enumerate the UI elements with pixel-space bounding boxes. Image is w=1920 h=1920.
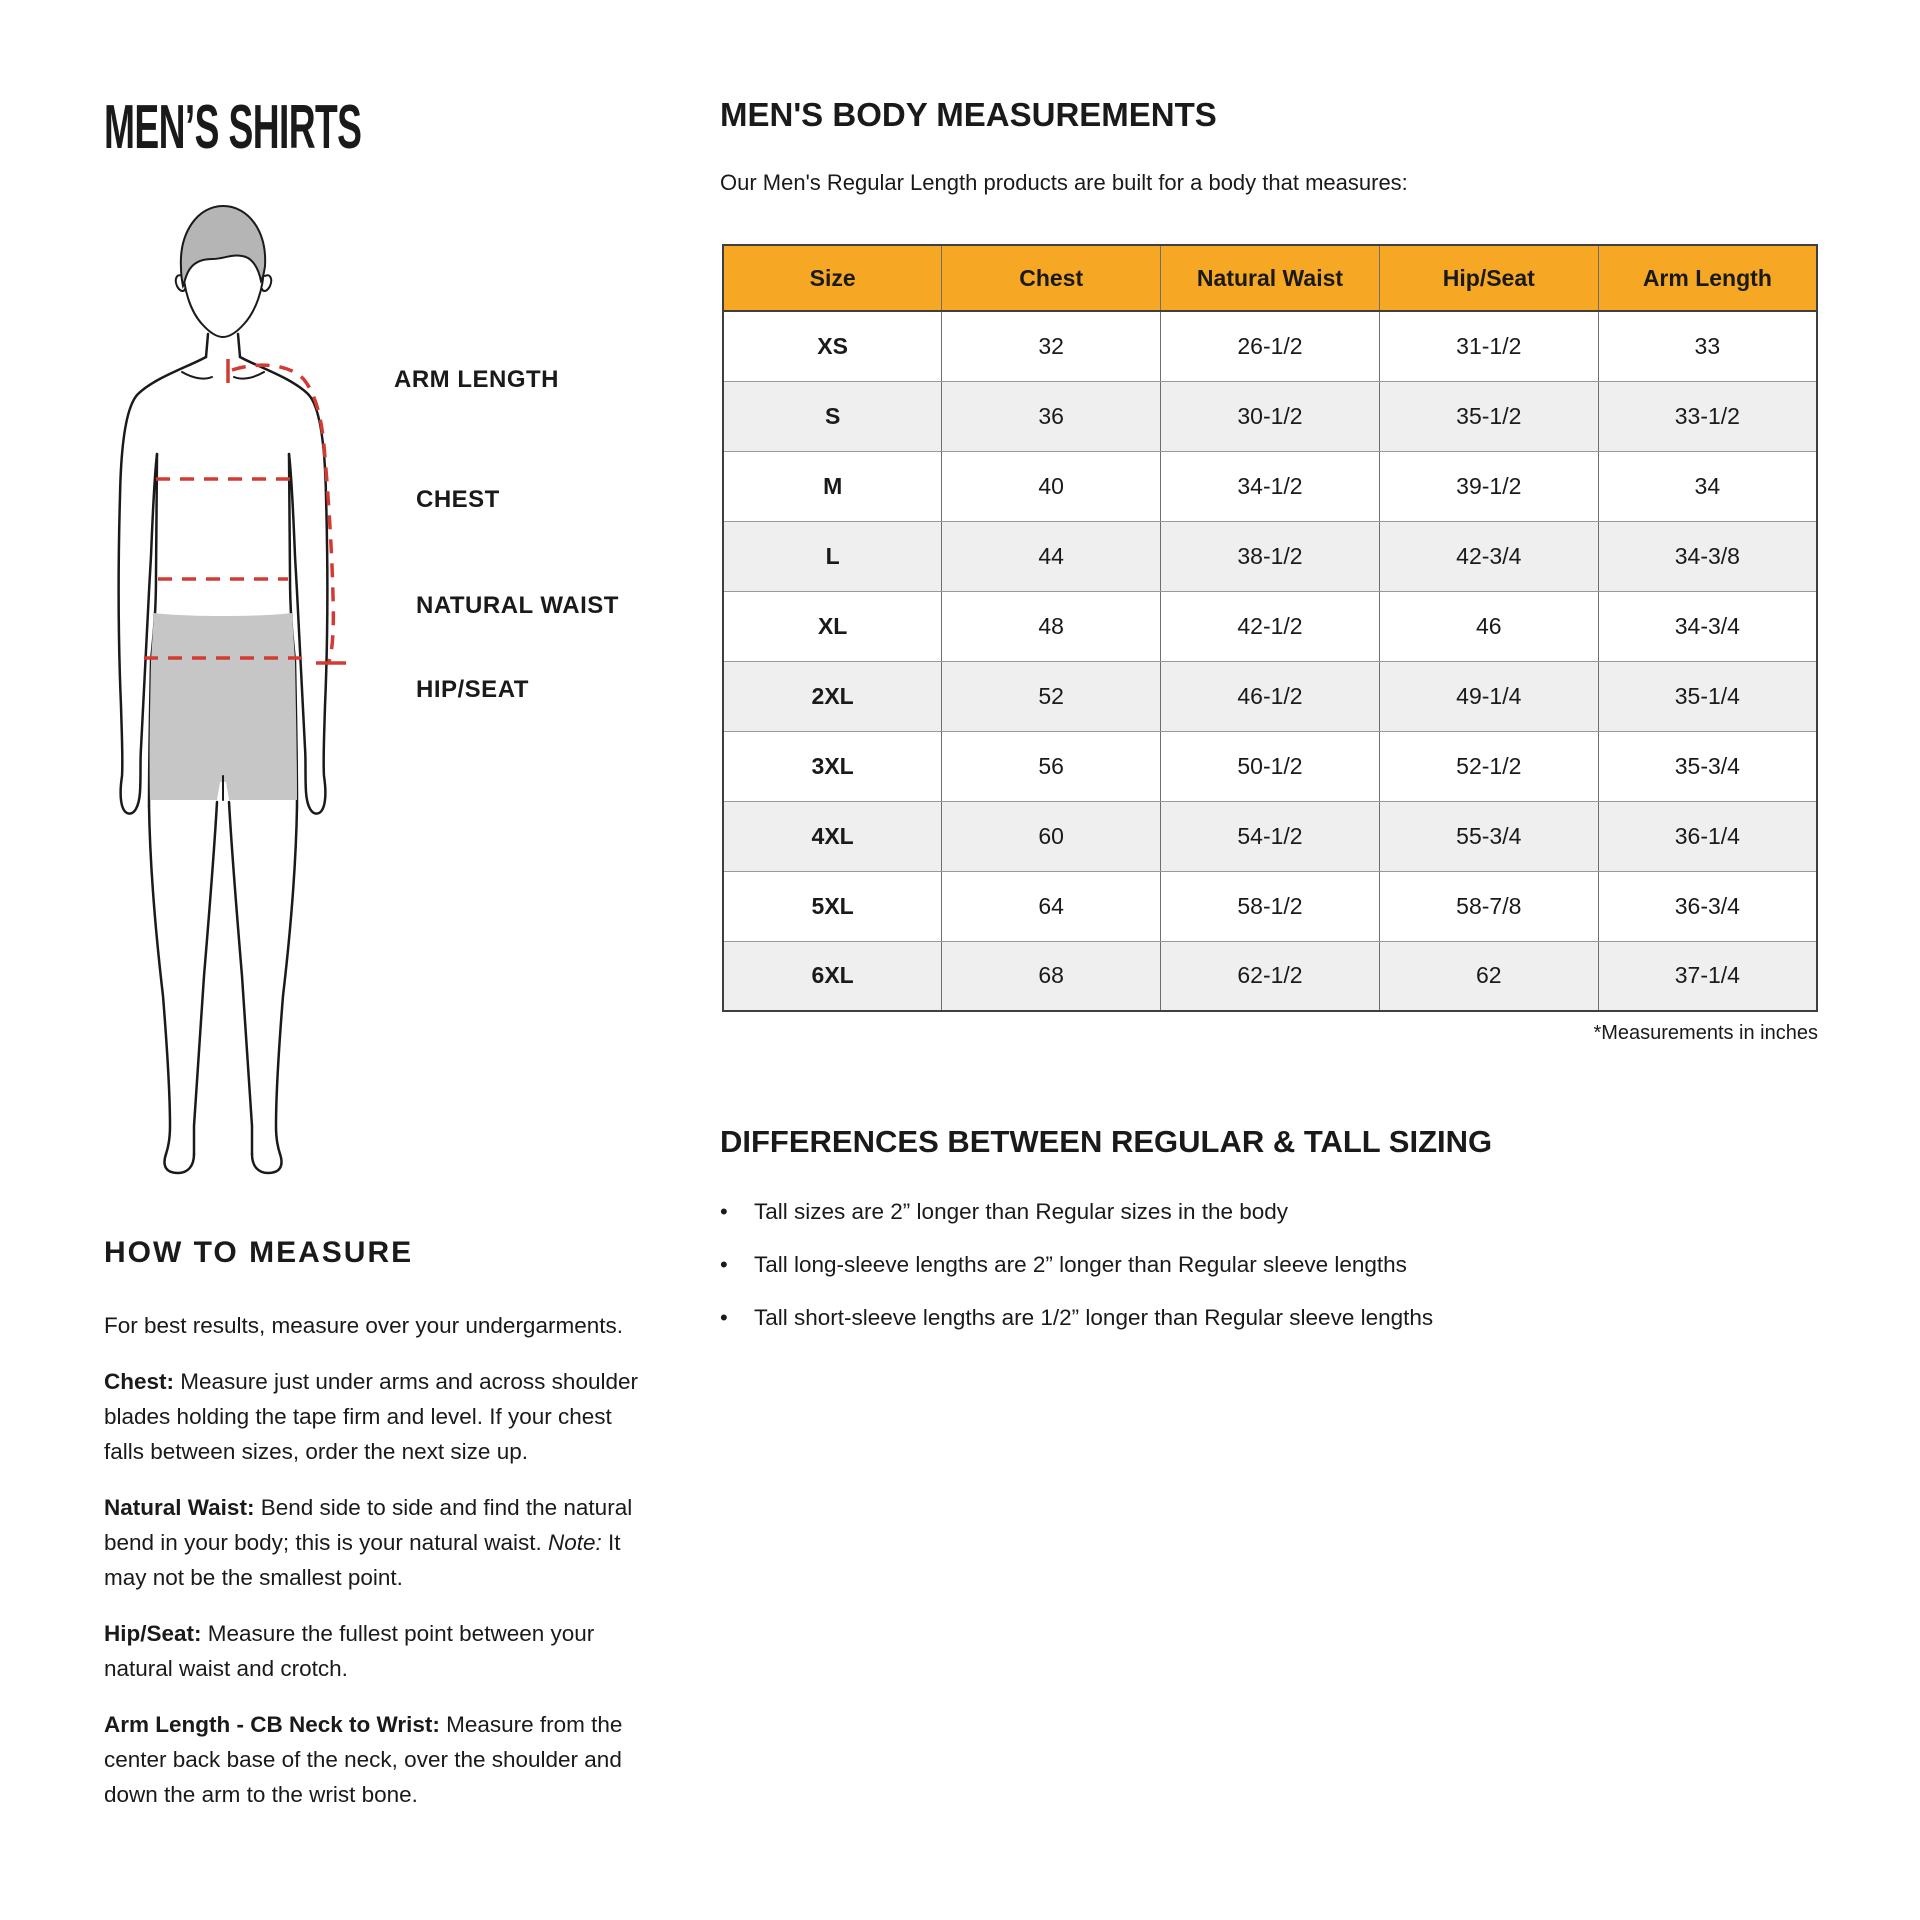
neck xyxy=(238,334,240,357)
instruction-text-italic: Note: xyxy=(547,1530,609,1555)
instruction-text-plain: Bend side to side and find the natural bend in your body; this is your natural waist. xyxy=(104,1495,633,1555)
measurement-value-cell: 52-1/2 xyxy=(1379,731,1598,801)
regular-tall-differences-section xyxy=(720,1124,1840,1357)
measurement-value-cell: 34-3/4 xyxy=(1598,591,1817,661)
measurement-value-cell: 55-3/4 xyxy=(1379,801,1598,871)
bullet-marker: • xyxy=(720,1305,728,1330)
measurement-value-cell: 34 xyxy=(1598,451,1817,521)
column-header-chest: Chest xyxy=(942,245,1161,311)
bullet-marker: • xyxy=(720,1252,728,1277)
size-cell: 4XL xyxy=(723,801,942,871)
measurement-value-cell: 52 xyxy=(942,661,1161,731)
size-cell: XL xyxy=(723,591,942,661)
collarbone xyxy=(234,372,264,379)
how-to-measure-instructions xyxy=(104,1308,649,1812)
measurement-value-cell: 38-1/2 xyxy=(1161,521,1380,591)
body-measurements-intro: Our Men's Regular Length products are built for a body that measures: xyxy=(720,170,1408,195)
size-row-2xl xyxy=(723,661,1817,731)
differences-list xyxy=(720,1198,1840,1332)
measurement-value-cell: 58-1/2 xyxy=(1161,871,1380,941)
column-header-hip-seat: Hip/Seat xyxy=(1379,245,1598,311)
size-cell: 3XL xyxy=(723,731,942,801)
measure-instruction-paragraph xyxy=(104,1364,649,1469)
column-header-arm-length: Arm Length xyxy=(1598,245,1817,311)
size-table-body xyxy=(723,311,1817,1011)
body-figure-illustration xyxy=(106,196,378,1188)
measurement-value-cell: 30-1/2 xyxy=(1161,381,1380,451)
bullet-text: Tall long-sleeve lengths are 2” longer than Regular sleeve lengths xyxy=(754,1252,1407,1277)
measurement-value-cell: 42-3/4 xyxy=(1379,521,1598,591)
bullet-marker: • xyxy=(720,1199,728,1224)
size-row-m xyxy=(723,451,1817,521)
measure-instruction-paragraph xyxy=(104,1707,649,1812)
size-row-xl xyxy=(723,591,1817,661)
measurement-value-cell: 36-1/4 xyxy=(1598,801,1817,871)
measurement-value-cell: 33-1/2 xyxy=(1598,381,1817,451)
page-title: MEN’S SHIRTS xyxy=(104,93,362,162)
instruction-text-bold: Arm Length - CB Neck to Wrist: xyxy=(104,1712,447,1737)
measurement-value-cell: 62 xyxy=(1379,941,1598,1011)
leg-left-inner xyxy=(194,802,217,1154)
measurement-value-cell: 54-1/2 xyxy=(1161,801,1380,871)
differences-heading: DIFFERENCES BETWEEN REGULAR & TALL SIZING xyxy=(720,1124,1493,1159)
instruction-text-plain: For best results, measure over your undergarments. xyxy=(104,1313,623,1338)
measurement-value-cell: 49-1/4 xyxy=(1379,661,1598,731)
column-header-size: Size xyxy=(723,245,942,311)
foot-right xyxy=(252,1154,282,1173)
size-row-6xl xyxy=(723,941,1817,1011)
size-row-5xl xyxy=(723,871,1817,941)
leg-left-outer xyxy=(149,806,170,1154)
instruction-text-bold: Chest: xyxy=(104,1369,181,1394)
neck xyxy=(206,334,208,357)
column-header-natural-waist: Natural Waist xyxy=(1161,245,1380,311)
measurement-value-cell: 35-1/2 xyxy=(1379,381,1598,451)
measure-instruction-paragraph xyxy=(104,1490,649,1595)
size-cell: 6XL xyxy=(723,941,942,1011)
collarbone xyxy=(182,372,212,379)
measurement-value-cell: 36-3/4 xyxy=(1598,871,1817,941)
measurement-value-cell: 40 xyxy=(942,451,1161,521)
how-to-measure-section xyxy=(104,1236,649,1833)
figure-label-natural-waist: NATURAL WAIST xyxy=(416,592,619,619)
measurement-value-cell: 42-1/2 xyxy=(1161,591,1380,661)
size-row-l xyxy=(723,521,1817,591)
measurement-value-cell: 56 xyxy=(942,731,1161,801)
difference-bullet-item xyxy=(720,1251,1840,1279)
figure-label-arm-length: ARM LENGTH xyxy=(394,366,559,393)
size-row-4xl xyxy=(723,801,1817,871)
measurement-value-cell: 32 xyxy=(942,311,1161,381)
measurement-value-cell: 58-7/8 xyxy=(1379,871,1598,941)
how-to-measure-heading: HOW TO MEASURE xyxy=(104,1236,414,1269)
measurement-value-cell: 64 xyxy=(942,871,1161,941)
instruction-text-bold: Hip/Seat: xyxy=(104,1621,208,1646)
figure-label-hip-seat: HIP/SEAT xyxy=(416,676,529,703)
measurement-value-cell: 34-3/8 xyxy=(1598,521,1817,591)
instruction-text-plain: Measure just under arms and across shoulder blades holding the tape firm and level. If your chest falls between sizes, order the next size up. xyxy=(104,1369,638,1464)
measurement-value-cell: 35-3/4 xyxy=(1598,731,1817,801)
measurement-value-cell: 48 xyxy=(942,591,1161,661)
size-row-xs xyxy=(723,311,1817,381)
measurement-value-cell: 44 xyxy=(942,521,1161,591)
figure-label-chest: CHEST xyxy=(416,486,500,513)
measurement-value-cell: 36 xyxy=(942,381,1161,451)
measurement-value-cell: 39-1/2 xyxy=(1379,451,1598,521)
measurement-value-cell: 68 xyxy=(942,941,1161,1011)
instruction-text-plain: It may not be the smallest point. xyxy=(104,1530,621,1590)
leg-right-inner xyxy=(229,802,252,1154)
size-cell: M xyxy=(723,451,942,521)
difference-bullet-item xyxy=(720,1198,1840,1226)
measurement-value-cell: 35-1/4 xyxy=(1598,661,1817,731)
size-cell: L xyxy=(723,521,942,591)
measurements-footnote: *Measurements in inches xyxy=(1593,1022,1818,1044)
measurement-value-cell: 62-1/2 xyxy=(1161,941,1380,1011)
size-cell: 2XL xyxy=(723,661,942,731)
measurement-value-cell: 46-1/2 xyxy=(1161,661,1380,731)
measurement-value-cell: 33 xyxy=(1598,311,1817,381)
instruction-text-plain: Measure the fullest point between your natural waist and crotch. xyxy=(104,1621,595,1681)
size-cell: S xyxy=(723,381,942,451)
body-measurements-heading: MEN'S BODY MEASUREMENTS xyxy=(720,96,1217,133)
bullet-text: Tall sizes are 2” longer than Regular sizes in the body xyxy=(754,1199,1289,1224)
measurement-value-cell: 50-1/2 xyxy=(1161,731,1380,801)
instruction-text-plain: Measure from the center back base of the neck, over the shoulder and down the arm to the wrist bone. xyxy=(104,1712,623,1807)
measurement-value-cell: 31-1/2 xyxy=(1379,311,1598,381)
header-row xyxy=(723,245,1817,311)
shorts xyxy=(150,613,297,800)
measurement-value-cell: 46 xyxy=(1379,591,1598,661)
bullet-text: Tall short-sleeve lengths are 1/2” longer than Regular sleeve lengths xyxy=(754,1305,1434,1330)
measure-instruction-paragraph xyxy=(104,1616,649,1686)
instruction-text-bold: Natural Waist: xyxy=(104,1495,261,1520)
size-cell: XS xyxy=(723,311,942,381)
measurement-value-cell: 37-1/4 xyxy=(1598,941,1817,1011)
difference-bullet-item xyxy=(720,1304,1840,1332)
measure-instruction-paragraph xyxy=(104,1308,649,1343)
size-measurements-table xyxy=(722,244,1818,1012)
size-row-s xyxy=(723,381,1817,451)
leg-right-outer xyxy=(276,806,297,1154)
measurement-value-cell: 34-1/2 xyxy=(1161,451,1380,521)
size-cell: 5XL xyxy=(723,871,942,941)
measurement-value-cell: 26-1/2 xyxy=(1161,311,1380,381)
size-table-header xyxy=(723,245,1817,311)
foot-left xyxy=(165,1154,195,1173)
size-row-3xl xyxy=(723,731,1817,801)
measurement-value-cell: 60 xyxy=(942,801,1161,871)
